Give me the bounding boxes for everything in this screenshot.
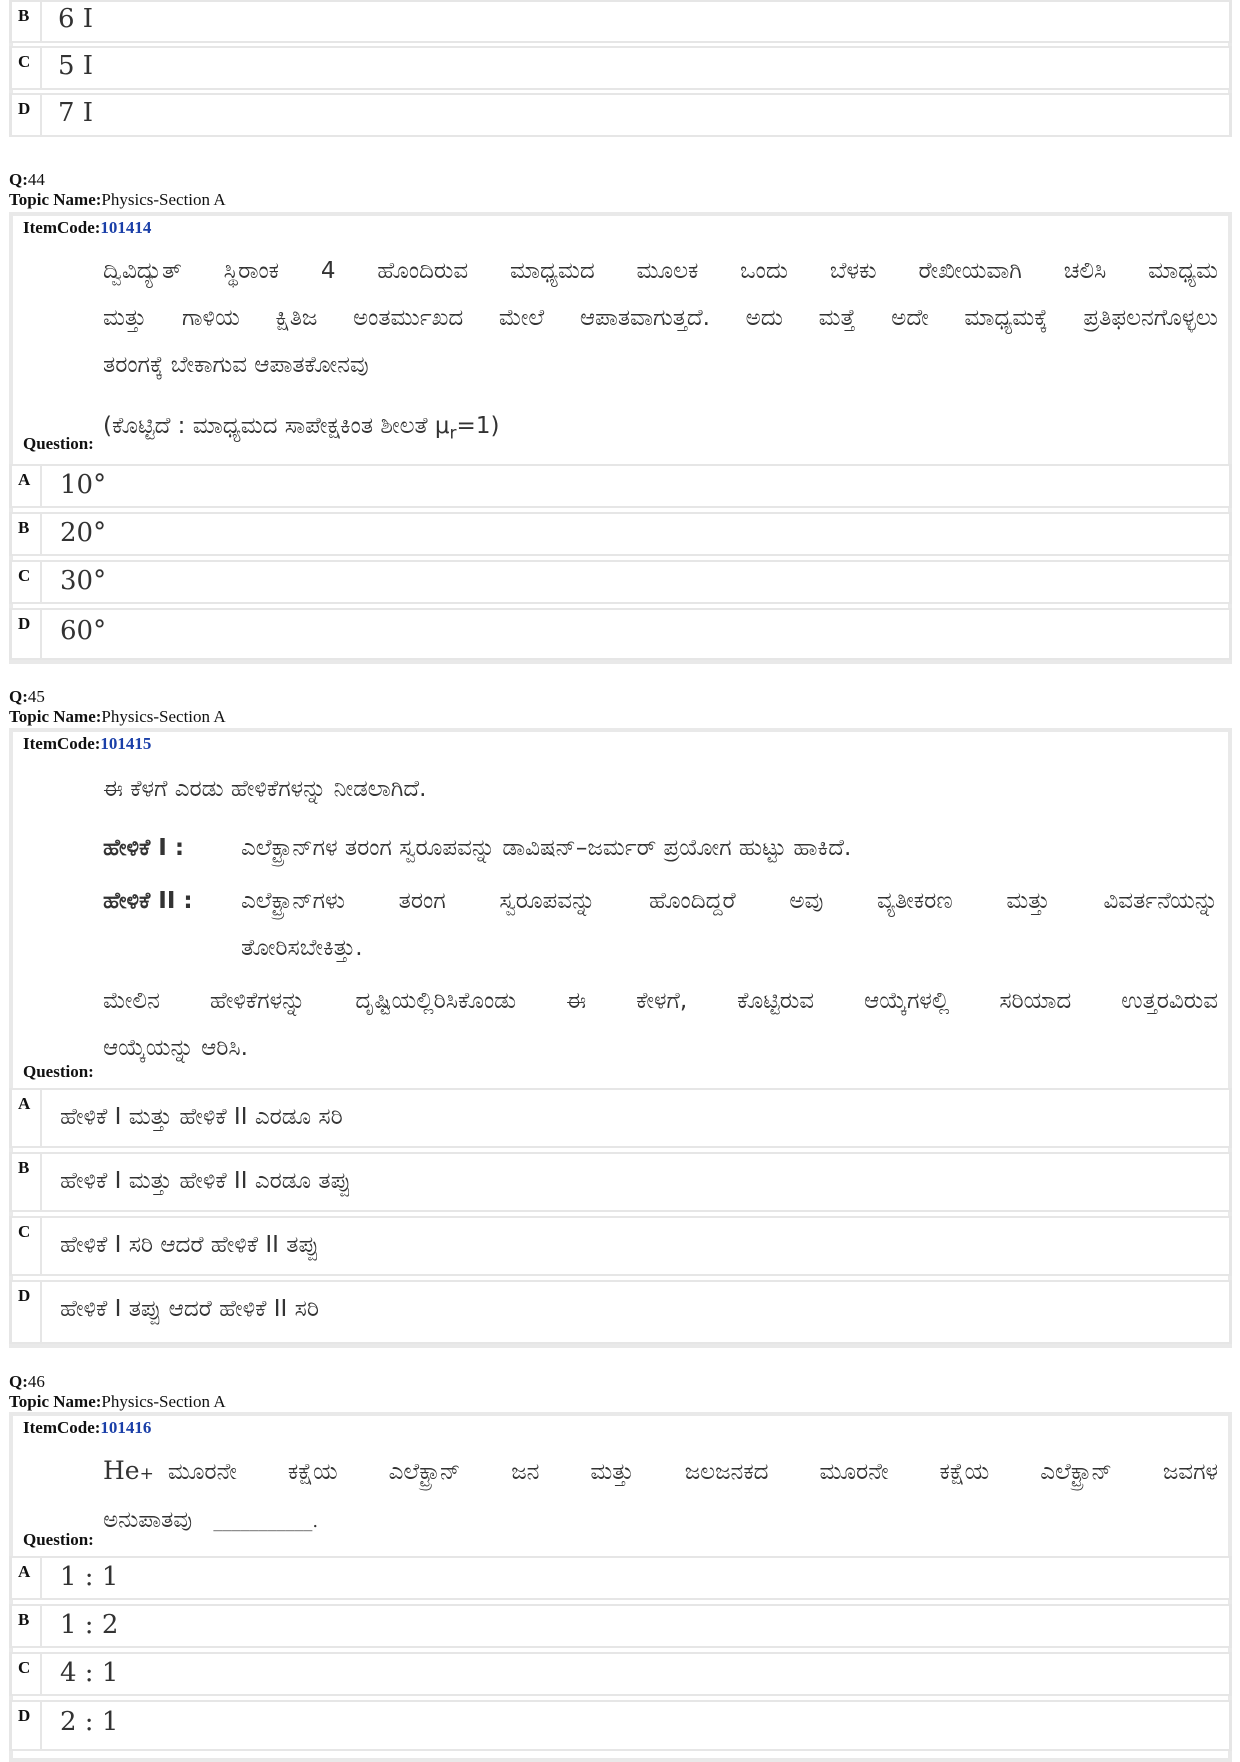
option-text: 30° <box>60 566 107 596</box>
divider <box>40 562 42 602</box>
topic-line <box>9 190 226 210</box>
option-text: 60° <box>60 616 107 646</box>
option-text: ಹೇಳಿಕೆ I ಮತ್ತು ಹೇಳಿಕೆ II ಎರಡೂ ಸರಿ <box>60 1104 343 1130</box>
option-text: 1 : 2 <box>60 1610 119 1640</box>
option-row[interactable] <box>9 1652 1232 1696</box>
option-row[interactable] <box>9 1280 1232 1344</box>
blank: ___________. <box>213 1511 319 1532</box>
question-text-line: ಮೇಲಿನ ಹೇಳಿಕೆಗಳನ್ನು ದೃಷ್ಟಿಯಲ್ಲಿರಿಸಿಕೊಂಡು ಈ ಕೇಳಗೆ, ಕೊಟ್ಟಿರುವ ಆಯ್ಕೆಗಳಲ್ಲಿ ಸರಿಯಾದ ಉತ್ತರವಿರುವ <box>103 988 1218 1014</box>
option-text: 5 I <box>58 51 94 81</box>
question-text: ಮೂರನೇ ಕಕ್ಷೆಯ ಎಲೆಕ್ಟ್ರಾನ್ ಜನ ಮತ್ತು ಜಲಜನಕದ ಮೂರನೇ ಕಕ್ಷೆಯ ಎಲೆಕ್ಟ್ರಾನ್ ಜವಗಳ <box>167 1459 1218 1485</box>
option-label: C <box>18 1658 31 1677</box>
q-label: Q: <box>9 170 28 189</box>
divider <box>40 1558 42 1598</box>
question-number-line <box>9 1372 226 1392</box>
divider <box>40 1654 42 1694</box>
question-number: 45 <box>27 687 45 706</box>
statement-1-label: ಹೇಳಿಕೆ I : <box>103 835 185 861</box>
option-label: B <box>18 6 30 25</box>
divider <box>40 466 42 506</box>
itemcode-label: ItemCode: <box>23 218 101 237</box>
question-text-line <box>103 1456 1218 1485</box>
option-text: 7 I <box>58 98 94 128</box>
option-text: ಹೇಳಿಕೆ I ಮತ್ತು ಹೇಳಿಕೆ II ಎರಡೂ ತಪ್ಪು <box>60 1168 352 1194</box>
question-text-line: ಮತ್ತು ಗಾಳಿಯ ಕ್ಷಿತಿಜ ಅಂತರ್ಮುಖದ ಮೇಲೆ ಆಪಾತವಾಗುತ್ತದೆ. ಅದು ಮತ್ತೆ ಅದೇ ಮಾಧ್ಯಮಕ್ಕೆ ಪ್ರತಿಫಲನಗೊಳ್ಳಲು <box>103 305 1218 331</box>
statement-2-label: ಹೇಳಿಕೆ II : <box>103 888 193 914</box>
itemcode-label: ItemCode: <box>23 734 101 753</box>
option-row[interactable] <box>9 93 1232 137</box>
topic-label: Topic Name: <box>9 1392 102 1411</box>
itemcode-value: 101415 <box>100 734 152 753</box>
option-label: B <box>18 1610 30 1629</box>
topic-label: Topic Name: <box>9 190 102 209</box>
q-label: Q: <box>9 687 28 706</box>
statement-2-text-cont: ತೋರಿಸಬೇಕಿತ್ತು. <box>241 935 363 961</box>
question-text-line: ದ್ವಿವಿದ್ಯುತ್ ಸ್ಥಿರಾಂಕ 4 ಹೊಂದಿರುವ ಮಾಧ್ಯಮದ ಮೂಲಕ ಒಂದು ಬೆಳಕು ರೇಖೀಯವಾಗಿ ಚಲಿಸಿ ಮಾಧ್ಯಮ <box>103 258 1218 284</box>
option-label: C <box>18 52 31 71</box>
option-text: 20° <box>60 518 107 548</box>
question-text: ಅನುಪಾತವು <box>103 1507 200 1533</box>
superscript: + <box>139 1464 154 1484</box>
given-value: =1) <box>456 413 500 439</box>
option-text: 2 : 1 <box>60 1707 119 1737</box>
option-label: B <box>18 1158 30 1177</box>
itemcode-label: ItemCode: <box>23 1418 101 1437</box>
option-text: 6 I <box>58 4 94 34</box>
option-text: ಹೇಳಿಕೆ I ಸರಿ ಆದರೆ ಹೇಳಿಕೆ II ತಪ್ಪು <box>60 1232 319 1258</box>
divider <box>40 1702 42 1749</box>
option-text: 10° <box>60 470 107 500</box>
topic-line <box>9 1392 226 1412</box>
topic-name: Physics-Section A <box>101 707 226 726</box>
given-text: (ಕೊಟ್ಟಿದೆ : ಮಾಧ್ಯಮದ ಸಾಪೇಕ್ಷಕಿಂತ ಶೀಲತೆ μ <box>103 413 450 439</box>
divider <box>40 1090 42 1146</box>
question-text-line <box>103 1507 1218 1533</box>
question-label: Question: <box>23 434 94 453</box>
item-code <box>23 1418 151 1438</box>
option-row[interactable] <box>9 1152 1232 1212</box>
topic-label: Topic Name: <box>9 707 102 726</box>
q-label: Q: <box>9 1372 28 1391</box>
question-number: 44 <box>27 170 45 189</box>
option-row[interactable] <box>9 1556 1232 1600</box>
topic-name: Physics-Section A <box>101 1392 226 1411</box>
option-label: D <box>18 614 31 633</box>
option-row[interactable] <box>9 512 1232 556</box>
divider <box>40 514 42 554</box>
option-row[interactable] <box>9 0 1232 43</box>
option-label: A <box>18 470 31 489</box>
question-header <box>9 687 226 727</box>
option-text: 4 : 1 <box>60 1658 119 1688</box>
option-text: ಹೇಳಿಕೆ I ತಪ್ಪು ಆದರೆ ಹೇಳಿಕೆ II ಸರಿ <box>60 1296 319 1322</box>
divider <box>40 95 42 135</box>
question-text-line: ಆಯ್ಕೆಯನ್ನು ಆರಿಸಿ. <box>103 1035 248 1061</box>
option-label: D <box>18 1706 31 1725</box>
option-label: C <box>18 1222 31 1241</box>
question-label: Question: <box>23 1062 94 1081</box>
option-row[interactable] <box>9 46 1232 90</box>
divider <box>40 1606 42 1646</box>
option-row[interactable] <box>9 608 1232 660</box>
option-row[interactable] <box>9 560 1232 604</box>
option-label: A <box>18 1562 31 1581</box>
question-number-line <box>9 170 226 190</box>
option-label: D <box>18 99 31 118</box>
divider <box>40 1218 42 1274</box>
option-row[interactable] <box>9 1216 1232 1276</box>
divider <box>40 1154 42 1210</box>
option-label: C <box>18 566 31 585</box>
divider <box>40 1282 42 1342</box>
question-header <box>9 170 226 210</box>
item-code <box>23 218 151 238</box>
option-text: 1 : 1 <box>60 1562 119 1592</box>
question-given-line <box>103 413 1218 444</box>
question-header <box>9 1372 226 1412</box>
question-text-line: ಈ ಕೆಳಗೆ ಎರಡು ಹೇಳಿಕೆಗಳನ್ನು ನೀಡಲಾಗಿದೆ. <box>103 776 427 802</box>
subscript: r <box>449 423 457 444</box>
option-label: B <box>18 518 30 537</box>
statement-1-text: ಎಲೆಕ್ಟ್ರಾನ್‌ಗಳ ತರಂಗ ಸ್ವರೂಪವನ್ನು ಡಾವಿಷನ್–ಜರ್ಮರ್ ಪ್ರಯೋಗ ಹುಟ್ಟು ಹಾಕಿದೆ. <box>241 835 852 861</box>
question-number: 46 <box>27 1372 45 1391</box>
itemcode-value: 101414 <box>100 218 152 237</box>
topic-line <box>9 707 226 727</box>
ion-symbol: He <box>103 1456 140 1485</box>
topic-name: Physics-Section A <box>101 190 226 209</box>
option-row[interactable] <box>9 1604 1232 1648</box>
itemcode-value: 101416 <box>100 1418 152 1437</box>
option-row[interactable] <box>9 464 1232 508</box>
divider <box>40 48 42 88</box>
option-row[interactable] <box>9 1700 1232 1751</box>
divider <box>40 610 42 658</box>
item-code <box>23 734 151 754</box>
divider <box>40 2 42 41</box>
option-label: D <box>18 1286 31 1305</box>
option-label: A <box>18 1094 31 1113</box>
question-label: Question: <box>23 1530 94 1549</box>
option-row[interactable] <box>9 1088 1232 1148</box>
statement-2-text: ಎಲೆಕ್ಟ್ರಾನ್‌ಗಳು ತರಂಗ ಸ್ವರೂಪವನ್ನು ಹೊಂದಿದ್ದರೆ ಅವು ವ್ಯತೀಕರಣ ಮತ್ತು ವಿವರ್ತನೆಯನ್ನು <box>241 888 1218 914</box>
question-text-line: ತರಂಗಕ್ಕೆ ಬೇಕಾಗುವ ಆಪಾತಕೋನವು <box>103 352 369 378</box>
question-number-line <box>9 687 226 707</box>
